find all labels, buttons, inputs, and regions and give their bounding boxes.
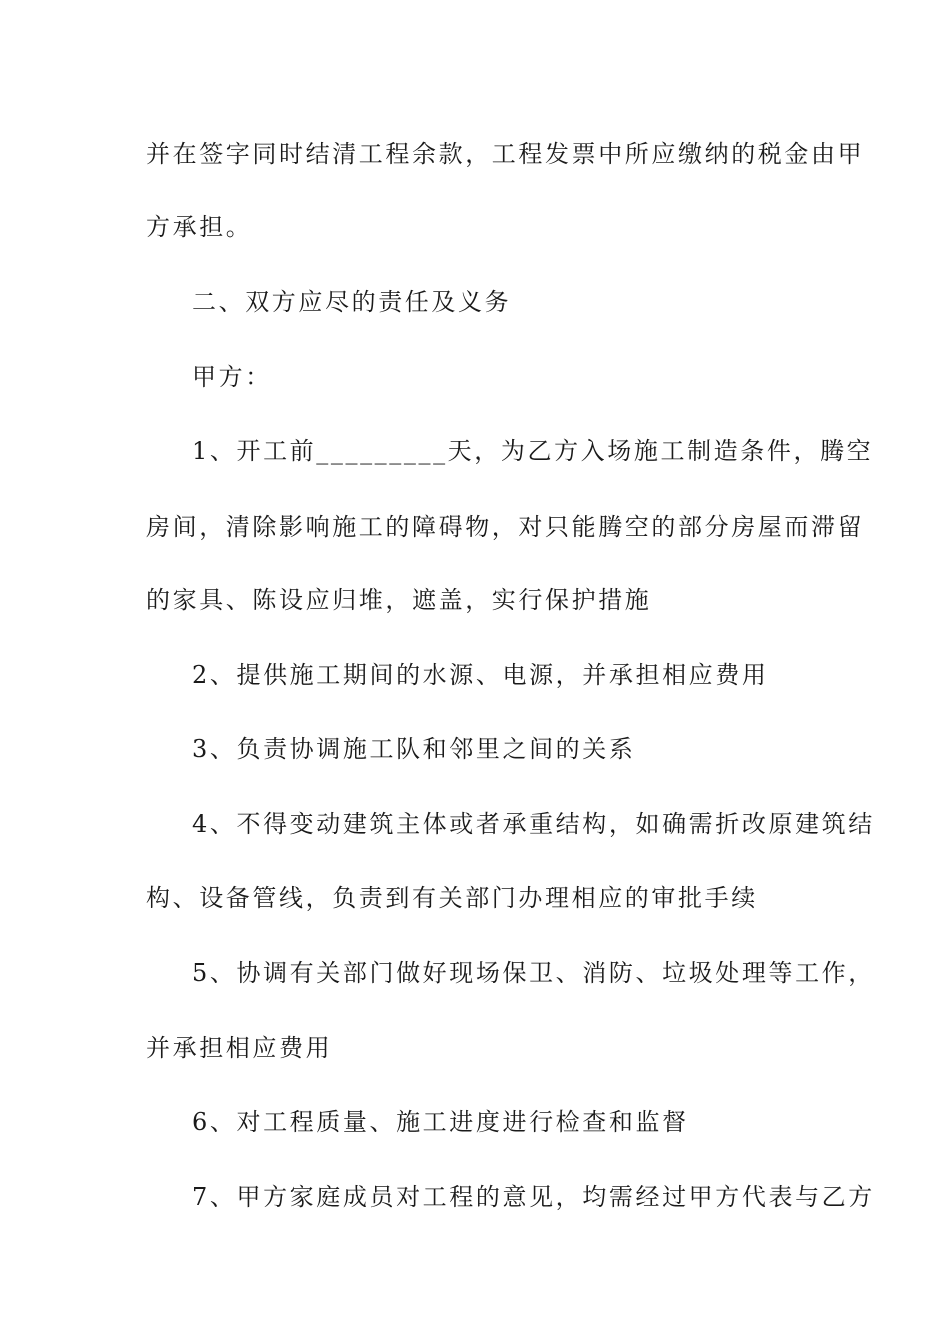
list-item: 6、对工程质量、施工进度进行检查和监督	[192, 1108, 689, 1136]
paragraph-line: 并承担相应费用	[146, 1034, 333, 1062]
list-item: 3、负责协调施工队和邻里之间的关系	[192, 735, 636, 763]
paragraph-line: 并在签字同时结清工程余款，工程发票中所应缴纳的税金由甲	[146, 140, 865, 168]
list-item: 5、协调有关部门做好现场保卫、消防、垃圾处理等工作，	[192, 959, 875, 987]
paragraph-line: 的家具、陈设应归堆，遮盖，实行保护措施	[146, 586, 652, 614]
paragraph-line: 构、设备管线，负责到有关部门办理相应的审批手续	[146, 884, 758, 912]
party-label: 甲方：	[192, 363, 272, 391]
list-item: 1、开工前_________天，为乙方入场施工制造条件，腾空	[192, 437, 874, 465]
list-item: 2、提供施工期间的水源、电源，并承担相应费用	[192, 661, 769, 689]
paragraph-line: 方承担。	[146, 213, 253, 241]
list-item: 4、不得变动建筑主体或者承重结构，如确需折改原建筑结	[192, 810, 875, 838]
paragraph-line: 房间，清除影响施工的障碍物，对只能腾空的部分房屋而滞留	[146, 513, 865, 541]
list-item: 7、甲方家庭成员对工程的意见，均需经过甲方代表与乙方	[192, 1183, 875, 1211]
section-heading: 二、双方应尽的责任及义务	[192, 288, 512, 316]
